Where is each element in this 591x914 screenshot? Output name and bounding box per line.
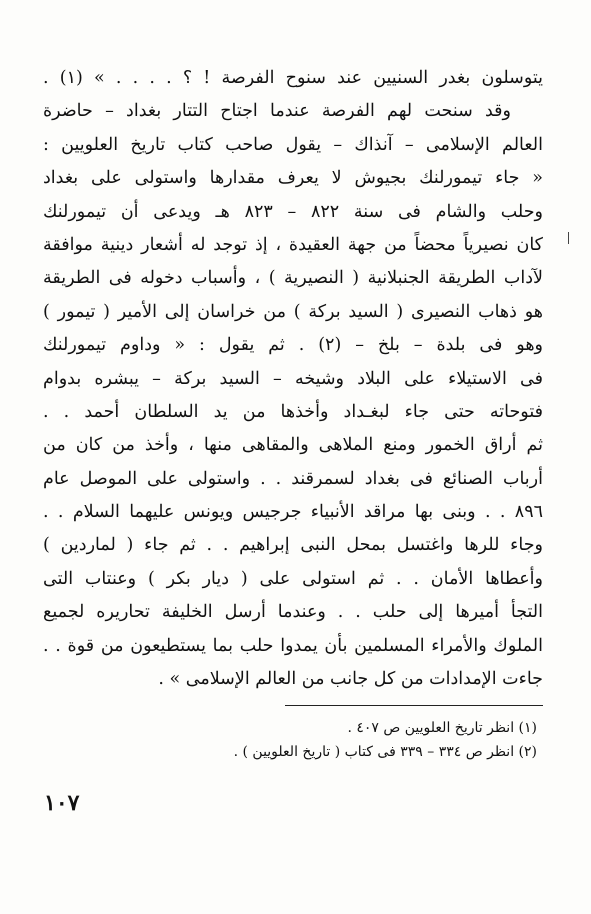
body-line-8: هو ذهاب النصيرى ( السيد بركة ) من خراسان إلى الأمير ( تيمور ) <box>43 301 543 322</box>
body-line-4: « جاء تيمورلنك بجيوش لا يعرف مقدارها واستولى على بغداد <box>43 168 543 189</box>
body-line-18: الملوك والأمراء المسلمين بأن يمدوا حلب بما يستطيعون من قوة . . <box>43 635 543 656</box>
body-line-16: وأعطاها الأمان . . ثم استولى على ( ديار بكر ) وعنتاب التى <box>43 568 543 589</box>
body-line-9: وهو فى بلدة – بلخ – (٢) . ثم يقول : « وداوم تيمورلنك <box>43 335 543 356</box>
footnote-1: (١) انظر تاريخ العلويين ص ٤٠٧ . <box>347 720 537 736</box>
body-line-10: فى الاستيلاء على البلاد وشيخه – السيد بركة – يبشره بدوام <box>43 368 543 389</box>
body-line-17: التجأ أميرها إلى حلب . . وعندما أرسل الخليفة تحاريره لجميع <box>43 602 543 623</box>
body-line-1: يتوسلون بغدر السنيين عند سنوح الفرصة ! ؟ . . . . » (١) . <box>43 68 544 88</box>
body-text <box>43 62 543 696</box>
body-line-12: ثم أراق الخمور ومنع الملاهى والمقاهى منها ، وأخذ من كان من <box>43 435 543 456</box>
footnote-2: (٢) انظر ص ٣٣٤ – ٣٣٩ فى كتاب ( تاريخ العلويين ) . <box>233 744 537 760</box>
body-line-19: جاءت الإمدادات من كل جانب من العالم الإسلامى » . <box>158 669 543 690</box>
body-line-13: أرباب الصنائع فى بغداد لسمرقند . . واستولى على الموصل عام <box>43 468 543 489</box>
body-line-5: وحلب والشام فى سنة ٨٢٢ – ٨٢٣ هـ ويدعى أن تيمورلنك <box>43 201 543 222</box>
page-number: ١٠٧ <box>44 790 80 816</box>
body-line-15: وجاء للرها واغتسل بمحل النبى إبراهيم . . ثم جاء ( لماردين ) <box>43 535 543 556</box>
body-line-6: كان نصيرياً محضاً من جهة العقيدة ، إذ توجد له أشعار دينية موافقة <box>43 234 543 255</box>
margin-mark <box>568 232 569 244</box>
body-line-3: العالم الإسلامى – آنذاك – يقول صاحب كتاب تاريخ العلويين : <box>43 134 543 155</box>
body-line-7: لآداب الطريقة الجنبلانية ( النصيرية ) ، وأسباب دخوله فى الطريقة <box>43 268 543 289</box>
body-line-11: فتوحاته حتى جاء لبغـداد وأخذها من يد السلطان أحمد . . <box>43 401 543 422</box>
footnote-divider <box>285 705 543 706</box>
footnotes <box>43 716 543 764</box>
body-line-14: ٨٩٦ . . وبنى بها مراقد الأنبياء جرجيس ويونس عليهما السلام . . <box>43 502 543 523</box>
body-line-2: وقد سنحت لهم الفرصة عندما اجتاح التتار بغداد – حاضرة <box>43 101 511 122</box>
